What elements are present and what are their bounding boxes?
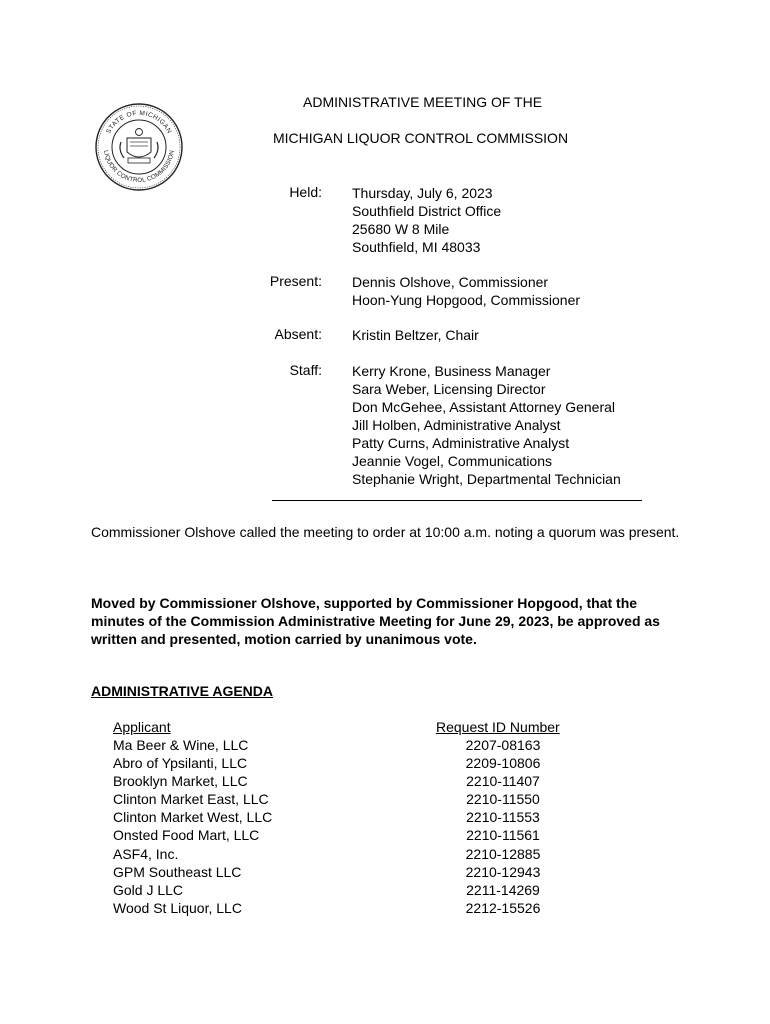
present-label: Present: [269,273,322,289]
staff-member: Kerry Krone, Business Manager [352,363,551,379]
applicant-list [113,736,272,917]
absent-label: Absent: [274,326,322,342]
request-id: 2209-10806 [465,755,541,772]
present-member: Hoon-Yung Hopgood, Commissioner [352,292,581,308]
applicant-column-header: Applicant [113,719,171,735]
applicant-name: Clinton Market East, LLC [113,791,269,808]
michigan-seal-icon [94,102,184,192]
applicant-name: Brooklyn Market, LLC [113,773,248,790]
held-label: Held: [289,184,322,200]
svg-text:LIQUOR CONTROL COMMISSION: LIQUOR CONTROL COMMISSION [102,149,176,185]
held-line: Southfield District Office [352,203,502,219]
absent-member: Kristin Beltzer, Chair [352,327,479,343]
staff-member: Jeannie Vogel, Communications [352,453,553,469]
present-list [352,273,580,309]
held-line: 25680 W 8 Mile [352,221,450,237]
present-member: Dennis Olshove, Commissioner [352,274,549,290]
request-id-column-header: Request ID Number [436,719,560,735]
agenda-heading: ADMINISTRATIVE AGENDA [91,683,273,699]
applicant-name: Ma Beer & Wine, LLC [113,737,249,753]
request-id: 2210-12943 [465,863,541,880]
held-line: Southfield, MI 48033 [352,239,481,255]
applicant-name: GPM Southeast LLC [113,863,242,880]
held-line: Thursday, July 6, 2023 [352,185,493,201]
request-id: 2207-08163 [465,737,541,753]
divider-line [272,500,642,501]
svg-text:STATE OF MICHIGAN: STATE OF MICHIGAN [105,109,173,135]
motion-paragraph: Moved by Commissioner Olshove, supported by Commissioner Hopgood, that the minutes of the Commission Administrative Meeting for June 29, 2023, be approved as written and presented, motion carried by unanimous vote. [91,595,660,647]
request-id: 2210-11407 [466,773,540,790]
document-title-line-2: MICHIGAN LIQUOR CONTROL COMMISSION [273,130,569,146]
staff-member: Jill Holben, Administrative Analyst [352,417,561,433]
request-id: 2210-11553 [466,809,540,826]
request-id: 2210-11550 [466,791,540,808]
staff-member: Stephanie Wright, Departmental Technician [352,471,621,487]
request-id: 2211-14269 [466,881,540,898]
applicant-name: Onsted Food Mart, LLC [113,827,260,844]
applicant-name: Clinton Market West, LLC [113,809,273,826]
request-id: 2212-15526 [465,899,541,916]
absent-list [352,326,479,344]
request-id: 2210-12885 [465,845,541,862]
call-to-order-paragraph: Commissioner Olshove called the meeting to order at 10:00 a.m. noting a quorum was present. [91,524,680,540]
staff-member: Patty Curns, Administrative Analyst [352,435,570,451]
held-details [352,184,501,256]
applicant-name: Wood St Liquor, LLC [113,899,242,916]
staff-list [352,362,621,488]
request-id-list [436,736,570,917]
staff-label: Staff: [289,362,322,378]
applicant-name: ASF4, Inc. [113,845,179,862]
applicant-name: Gold J LLC [113,881,184,898]
applicant-name: Abro of Ypsilanti, LLC [113,755,248,772]
staff-member: Don McGehee, Assistant Attorney General [352,399,616,415]
staff-member: Sara Weber, Licensing Director [352,381,546,397]
document-title-line-1: ADMINISTRATIVE MEETING OF THE [303,94,543,110]
request-id: 2210-11561 [466,827,540,844]
